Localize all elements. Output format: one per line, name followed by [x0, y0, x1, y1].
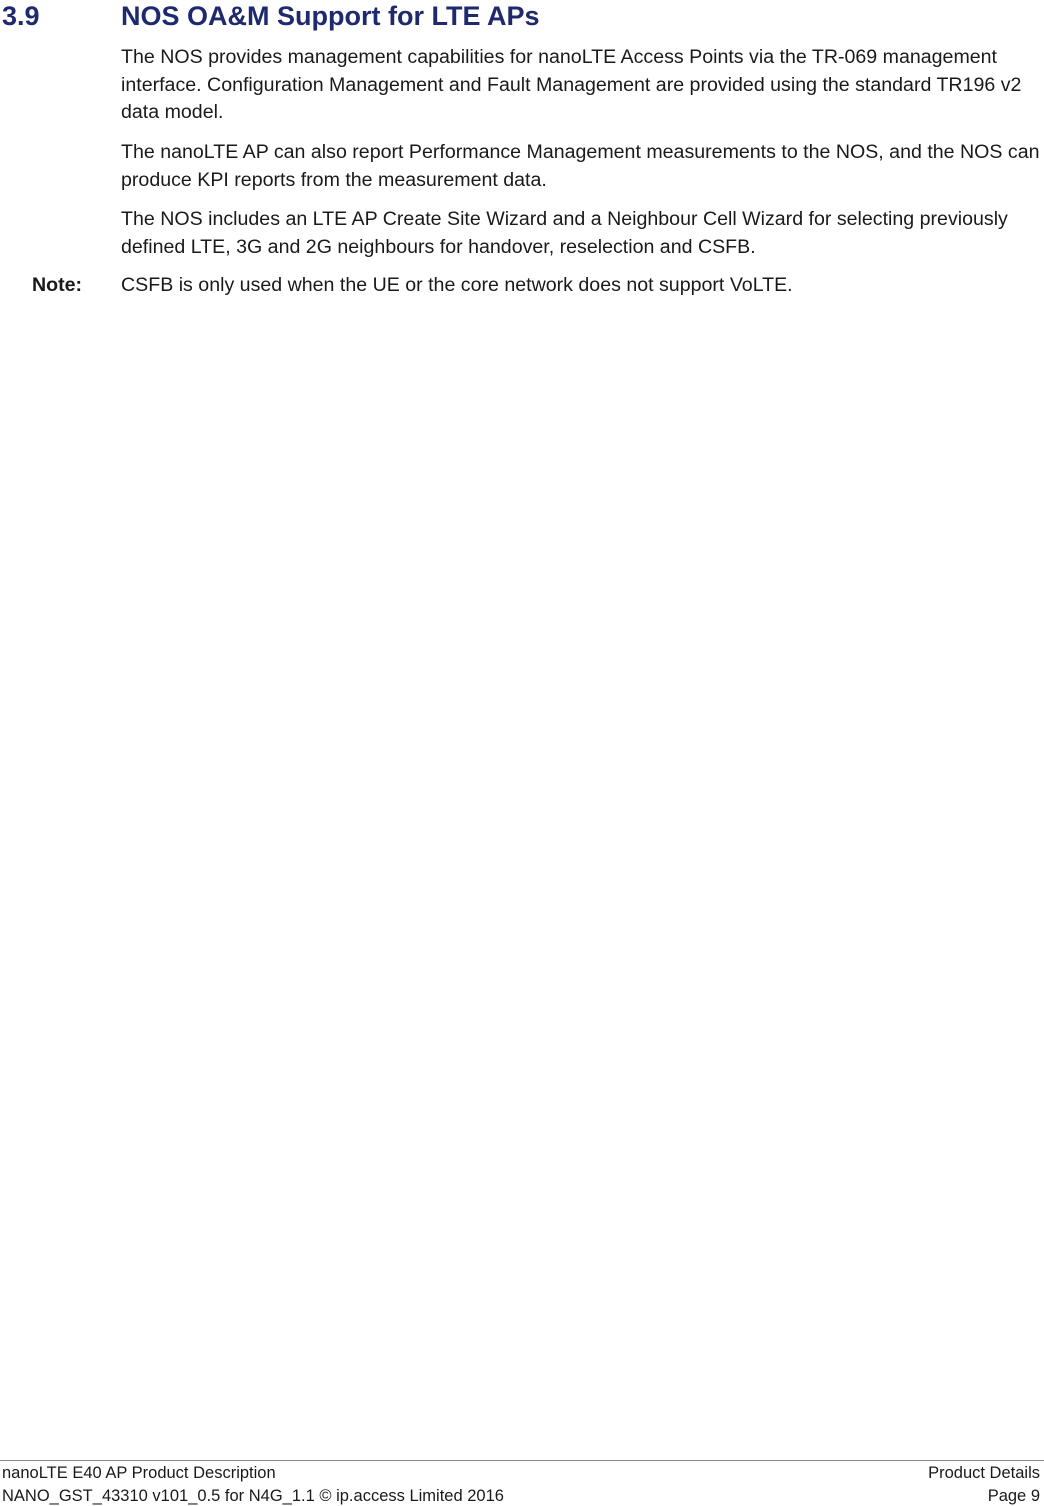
note-label: Note:	[32, 274, 83, 296]
footer-document-ref: NANO_GST_43310 v101_0.5 for N4G_1.1 © ip.access Limited 2016	[2, 1487, 504, 1505]
footer-divider	[0, 1460, 1044, 1461]
section-heading	[0, 0, 1044, 34]
section-title: NOS OA&M Support for LTE APs	[121, 1, 540, 31]
paragraph-tr069-management: The NOS provides management capabilities for nanoLTE Access Points via the TR-069 management interface. Configuration Management and Fault Management are provided using the standard TR196 v2 data model.	[121, 46, 1022, 123]
footer-chapter: Product Details	[928, 1464, 1040, 1482]
paragraph-performance-management: The nanoLTE AP can also report Performance Management measurements to the NOS, and the NOS can produce KPI reports from the measurement data.	[121, 141, 1040, 191]
footer-left	[2, 1462, 504, 1506]
paragraph-site-wizards: The NOS includes an LTE AP Create Site Wizard and a Neighbour Cell Wizard for selecting previously defined LTE, 3G and 2G neighbours for handover, reselection and CSFB.	[121, 208, 1008, 258]
section-number: 3.9	[2, 1, 40, 31]
footer-right	[928, 1462, 1040, 1506]
note-text: CSFB is only used when the UE or the core network does not support VoLTE.	[121, 274, 793, 296]
footer-document-title: nanoLTE E40 AP Product Description	[2, 1464, 276, 1482]
footer-page-number: Page 9	[987, 1487, 1040, 1505]
